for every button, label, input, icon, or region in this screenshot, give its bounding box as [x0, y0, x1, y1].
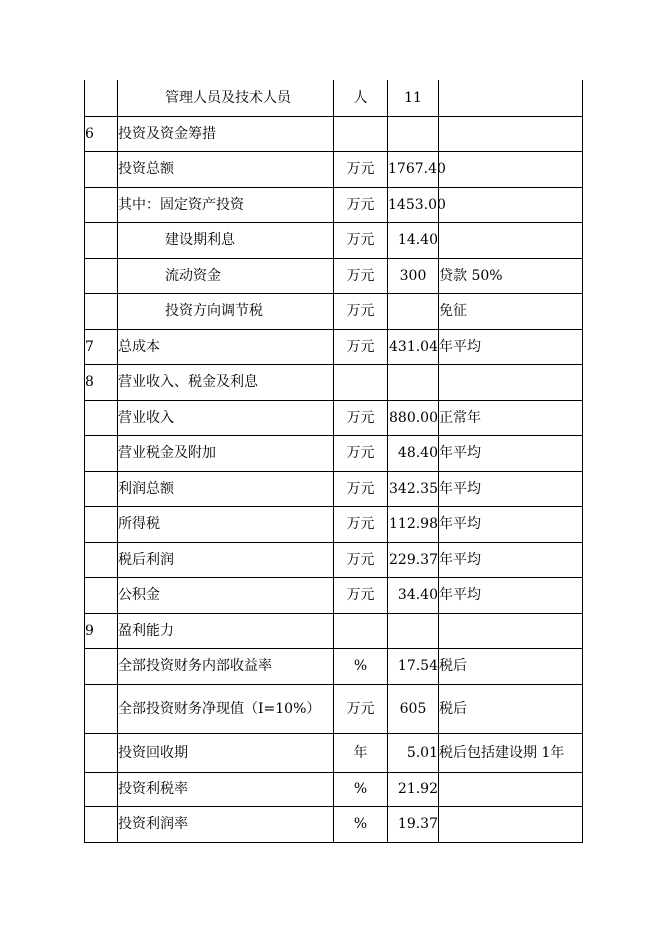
table-row — [85, 577, 583, 613]
unit-cell: 万元 — [334, 471, 388, 506]
note-cell — [439, 772, 583, 806]
note-cell: 正常年 — [439, 400, 583, 435]
note-cell: 年平均 — [439, 577, 583, 613]
item-name-cell: 投资方向调节税 — [118, 293, 334, 329]
table-row — [85, 329, 583, 364]
row-number-cell — [85, 80, 118, 116]
item-name-cell: 总成本 — [118, 329, 334, 364]
row-number-cell — [85, 772, 118, 806]
table-row — [85, 222, 583, 258]
note-cell: 年平均 — [439, 542, 583, 577]
note-cell — [439, 222, 583, 258]
row-number-cell — [85, 187, 118, 222]
item-name-cell: 管理人员及技术人员 — [118, 80, 334, 116]
row-number-cell — [85, 222, 118, 258]
item-name-cell: 投资总额 — [118, 151, 334, 187]
note-cell — [439, 80, 583, 116]
unit-cell: 万元 — [334, 222, 388, 258]
note-cell: 税后 — [439, 684, 583, 733]
item-name-cell: 投资及资金筹措 — [118, 116, 334, 151]
item-name-cell: 全部投资财务净现值（I=10%） — [118, 684, 334, 733]
table-row — [85, 258, 583, 293]
note-cell — [439, 364, 583, 400]
row-number-cell: 6 — [85, 116, 118, 151]
table-row — [85, 733, 583, 772]
row-number-cell: 8 — [85, 364, 118, 400]
note-cell — [439, 806, 583, 842]
unit-cell: 万元 — [334, 506, 388, 542]
unit-cell — [334, 116, 388, 151]
table-row — [85, 293, 583, 329]
item-name-cell: 全部投资财务内部收益率 — [118, 648, 334, 684]
indicator-table — [84, 80, 583, 843]
note-cell: 免征 — [439, 293, 583, 329]
row-number-cell: 9 — [85, 613, 118, 648]
unit-cell — [334, 613, 388, 648]
item-name-cell: 投资利润率 — [118, 806, 334, 842]
item-name-cell: 其中：固定资产投资 — [118, 187, 334, 222]
table-row — [85, 506, 583, 542]
unit-cell: 万元 — [334, 435, 388, 471]
item-name-cell: 投资利税率 — [118, 772, 334, 806]
unit-cell: 人 — [334, 80, 388, 116]
value-cell: 5.01 — [388, 733, 439, 772]
unit-cell: 万元 — [334, 293, 388, 329]
value-cell: 21.92 — [388, 772, 439, 806]
value-cell: 14.40 — [388, 222, 439, 258]
note-cell: 贷款 50% — [439, 258, 583, 293]
value-cell: 48.40 — [388, 435, 439, 471]
row-number-cell — [85, 733, 118, 772]
row-number-cell — [85, 806, 118, 842]
row-number-cell — [85, 258, 118, 293]
unit-cell: % — [334, 806, 388, 842]
table-row — [85, 772, 583, 806]
value-cell: 1767.40 — [388, 151, 439, 187]
unit-cell: 年 — [334, 733, 388, 772]
value-cell: 431.04 — [388, 329, 439, 364]
note-cell: 年平均 — [439, 329, 583, 364]
row-number-cell — [85, 648, 118, 684]
row-number-cell — [85, 506, 118, 542]
unit-cell: 万元 — [334, 684, 388, 733]
row-number-cell — [85, 684, 118, 733]
note-cell: 年平均 — [439, 471, 583, 506]
unit-cell: % — [334, 648, 388, 684]
table-row — [85, 364, 583, 400]
value-cell: 300 — [388, 258, 439, 293]
note-cell: 年平均 — [439, 506, 583, 542]
table-row — [85, 151, 583, 187]
item-name-cell: 投资回收期 — [118, 733, 334, 772]
note-cell — [439, 151, 583, 187]
unit-cell: 万元 — [334, 577, 388, 613]
item-name-cell: 营业收入 — [118, 400, 334, 435]
item-name-cell: 利润总额 — [118, 471, 334, 506]
table-row — [85, 684, 583, 733]
value-cell: 880.00 — [388, 400, 439, 435]
value-cell — [388, 116, 439, 151]
row-number-cell: 7 — [85, 329, 118, 364]
item-name-cell: 建设期利息 — [118, 222, 334, 258]
row-number-cell — [85, 293, 118, 329]
note-cell — [439, 116, 583, 151]
unit-cell: 万元 — [334, 400, 388, 435]
value-cell: 34.40 — [388, 577, 439, 613]
unit-cell: 万元 — [334, 542, 388, 577]
indicator-table-body — [85, 80, 583, 842]
row-number-cell — [85, 400, 118, 435]
value-cell: 112.98 — [388, 506, 439, 542]
value-cell: 11 — [388, 80, 439, 116]
value-cell: 605 — [388, 684, 439, 733]
table-row — [85, 187, 583, 222]
note-cell — [439, 187, 583, 222]
item-name-cell: 税后利润 — [118, 542, 334, 577]
item-name-cell: 流动资金 — [118, 258, 334, 293]
table-row — [85, 471, 583, 506]
unit-cell: % — [334, 772, 388, 806]
unit-cell: 万元 — [334, 258, 388, 293]
unit-cell: 万元 — [334, 329, 388, 364]
item-name-cell: 营业收入、税金及利息 — [118, 364, 334, 400]
table-row — [85, 613, 583, 648]
note-cell: 税后 — [439, 648, 583, 684]
note-cell: 年平均 — [439, 435, 583, 471]
item-name-cell: 所得税 — [118, 506, 334, 542]
value-cell: 342.35 — [388, 471, 439, 506]
item-name-cell: 盈利能力 — [118, 613, 334, 648]
unit-cell — [334, 364, 388, 400]
unit-cell: 万元 — [334, 151, 388, 187]
value-cell: 229.37 — [388, 542, 439, 577]
table-row — [85, 116, 583, 151]
value-cell: 19.37 — [388, 806, 439, 842]
table-row — [85, 648, 583, 684]
note-cell — [439, 613, 583, 648]
table-row — [85, 80, 583, 116]
value-cell: 17.54 — [388, 648, 439, 684]
table-row — [85, 400, 583, 435]
item-name-cell: 公积金 — [118, 577, 334, 613]
item-name-cell: 营业税金及附加 — [118, 435, 334, 471]
value-cell: 1453.00 — [388, 187, 439, 222]
note-cell: 税后包括建设期 1年 — [439, 733, 583, 772]
row-number-cell — [85, 435, 118, 471]
value-cell — [388, 613, 439, 648]
row-number-cell — [85, 151, 118, 187]
row-number-cell — [85, 542, 118, 577]
row-number-cell — [85, 577, 118, 613]
row-number-cell — [85, 471, 118, 506]
value-cell — [388, 364, 439, 400]
value-cell — [388, 293, 439, 329]
table-row — [85, 806, 583, 842]
unit-cell: 万元 — [334, 187, 388, 222]
table-row — [85, 435, 583, 471]
table-row — [85, 542, 583, 577]
